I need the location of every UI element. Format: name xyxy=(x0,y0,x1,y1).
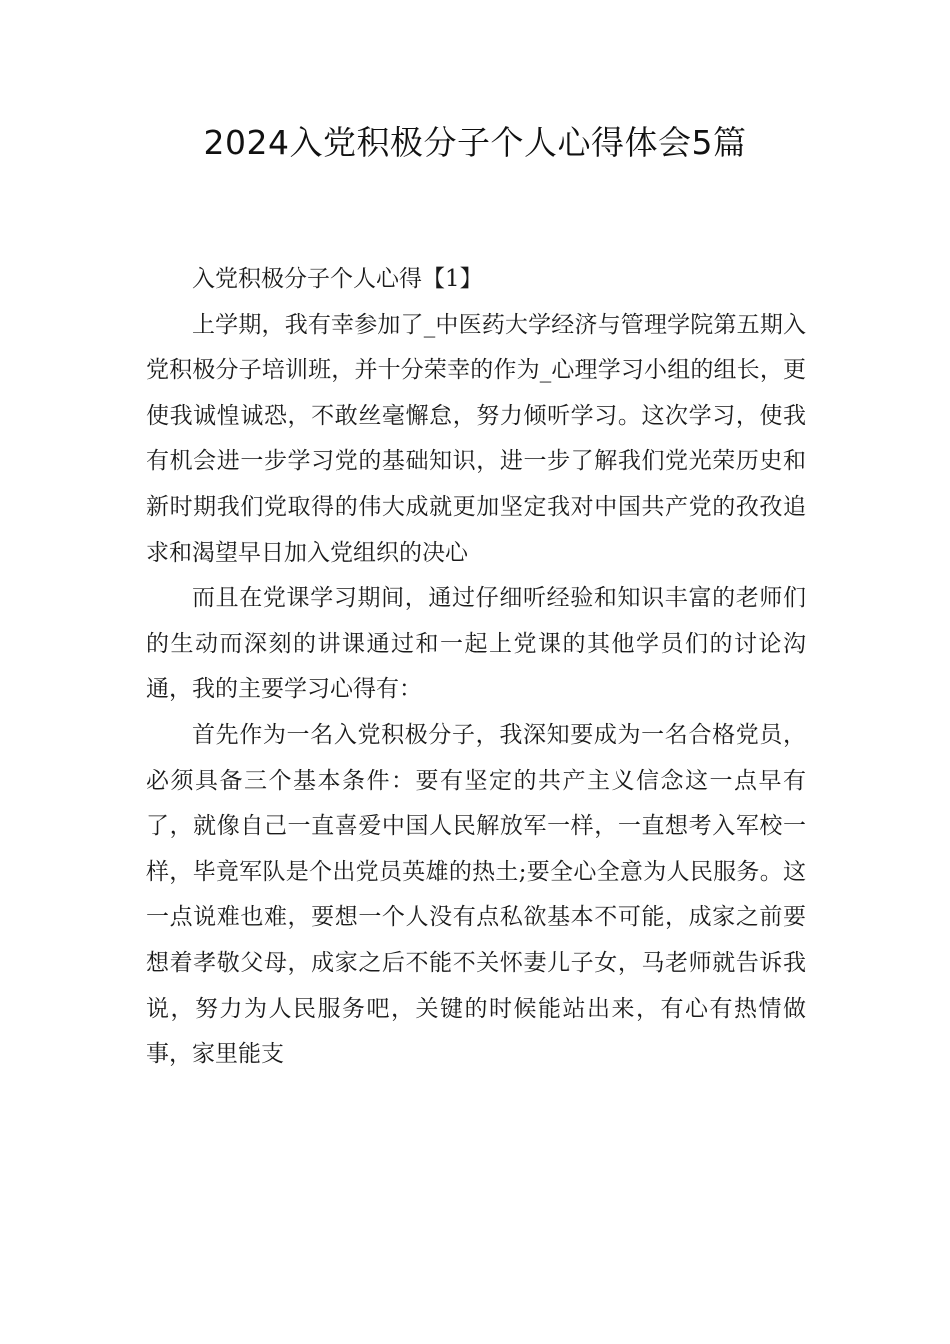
body-paragraph: 而且在党课学习期间，通过仔细听经验和知识丰富的老师们的生动而深刻的讲课通过和一起上党课的其他学员们的讨论沟通，我的主要学习心得有： xyxy=(146,585,806,703)
body-paragraph: 首先作为一名入党积极分子，我深知要成为一名合格党员，必须具备三个基本条件：要有坚定的共产主义信念这一点早有了，就像自己一直喜爱中国人民解放军一样，一直想考入军校一样，毕竟军队是个出党员英雄的热土;要全心全意为人民服务。这一点说难也难，要想一个人没有点私欲基本不可能，成家之前要想着孝敬父母，成家之后不能不关怀妻儿子女，马老师就告诉我说，努力为人民服务吧，关键的时候能站出来，有心有热情做事，家里能支 xyxy=(146,721,806,1068)
document-title: 2024入党积极分子个人心得体会5篇 xyxy=(203,123,747,162)
document-body xyxy=(146,257,806,1078)
section-heading: 入党积极分子个人心得【1】 xyxy=(192,266,483,292)
body-paragraph: 上学期，我有幸参加了_中医药大学经济与管理学院第五期入党积极分子培训班，并十分荣幸的作为_心理学习小组的组长，更使我诚惶诚恐，不敢丝毫懈怠，努力倾听学习。这次学习，使我有机会进一步学习党的基础知识，进一步了解我们党光荣历史和新时期我们党取得的伟大成就更加坚定我对中国共产党的孜孜追求和渴望早日加入党组织的决心 xyxy=(146,311,806,566)
